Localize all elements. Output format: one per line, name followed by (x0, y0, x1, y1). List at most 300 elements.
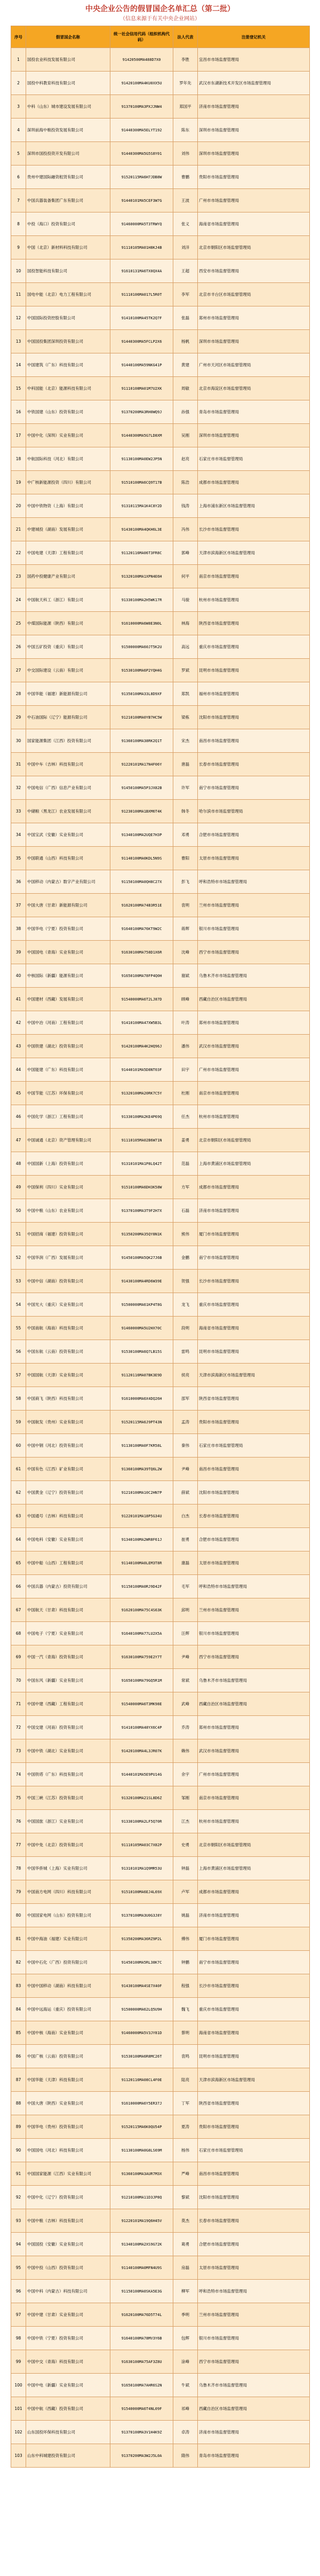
table-row (11, 1739, 310, 1763)
cell-company-name: 中国五矿投资（重庆）有限公司 (26, 635, 110, 659)
table-row (11, 95, 310, 119)
cell-index: 56 (11, 1340, 26, 1364)
cell-company-name: 中国电信（广西）信息产业有限公司 (26, 776, 110, 800)
cell-credit-code: 91610000MA6X4DQ26H (110, 1387, 173, 1411)
cell-legal-rep: 牛斌 (173, 2374, 198, 2397)
table-row (11, 2397, 310, 2421)
cell-company-name: 中国中海油（福建）实业有限公司 (26, 1927, 110, 1951)
cell-company-name: 中国中国移动（湖南）科技有限公司 (26, 1974, 110, 1998)
table-row (11, 753, 310, 776)
cell-index: 35 (11, 847, 26, 870)
cell-registration-authority: 石家庄市市场监督管理局 (198, 2139, 310, 2162)
cell-legal-rep: 尹峰 (173, 1458, 198, 1481)
cell-credit-code: 91640100MA76KT9W2C (110, 917, 173, 941)
cell-index: 82 (11, 1951, 26, 1974)
table-row (11, 1998, 310, 2021)
cell-company-name: 中国华能（天津）科技有限公司 (26, 2068, 110, 2092)
cell-index: 6 (11, 166, 26, 189)
cell-index: 33 (11, 800, 26, 823)
cell-credit-code: 91640100MA78MV3Y6B (110, 2327, 173, 2350)
table-row (11, 1176, 310, 1199)
cell-registration-authority: 银川市市场监督管理局 (198, 917, 310, 941)
cell-legal-rep: 余宇 (173, 1763, 198, 1786)
cell-index: 76 (11, 1810, 26, 1833)
cell-index: 43 (11, 1035, 26, 1058)
cell-registration-authority: 乌鲁木齐市市场监督管理局 (198, 964, 310, 988)
cell-legal-rep: 冯伟 (173, 518, 198, 541)
cell-company-name: 中国中投（山西）投资有限公司 (26, 2256, 110, 2280)
table-row (11, 729, 310, 753)
cell-credit-code: 91110105MA02B6W71N (110, 1129, 173, 1152)
cell-credit-code: 91370100MA3U0G3J8Y (110, 1904, 173, 1927)
cell-company-name: 中投（海口）投资有限公司 (26, 212, 110, 236)
cell-credit-code: 91370100MA3V1H4K9Z (110, 2421, 173, 2444)
cell-credit-code: 91450100MA5RL38K7C (110, 1951, 173, 1974)
cell-registration-authority: 深圳市市场监督管理局 (198, 330, 310, 353)
cell-company-name: 中国（北京）新材料科技有限公司 (26, 236, 110, 259)
cell-legal-rep: 葛勇 (173, 2233, 198, 2256)
cell-legal-rep: 姜勇 (173, 1129, 198, 1152)
header-index: 序号 (11, 26, 26, 48)
cell-company-name: 中国中电（新疆）实业有限公司 (26, 2374, 110, 2397)
table-row (11, 588, 310, 612)
table-row (11, 424, 310, 447)
cell-legal-rep: 罗年先 (173, 72, 198, 95)
cell-company-name: 深圳前海中粮投资发展有限公司 (26, 119, 110, 142)
table-row (11, 1551, 310, 1575)
cell-company-name: 中储粮（黑龙江）农业发展有限公司 (26, 800, 110, 823)
cell-company-name: 中国能建（广东）科技有限公司 (26, 1058, 110, 1082)
cell-index: 28 (11, 682, 26, 706)
cell-index: 103 (11, 2444, 26, 2468)
cell-company-name: 中国国旅（浙江）实业有限公司 (26, 1810, 110, 1833)
cell-index: 42 (11, 1011, 26, 1035)
cell-legal-rep: 陈浩 (173, 471, 198, 494)
cell-index: 18 (11, 447, 26, 471)
cell-company-name: 中国通号（吉林）科技有限公司 (26, 1504, 110, 1528)
cell-index: 73 (11, 1739, 26, 1763)
table-row (11, 1504, 310, 1528)
cell-legal-rep: 张义 (173, 212, 198, 236)
cell-registration-authority: 西藏自治区市场监督管理局 (198, 988, 310, 1011)
cell-credit-code: 91140100MA0KDL5N9S (110, 847, 173, 870)
cell-index: 96 (11, 2280, 26, 2303)
cell-registration-authority: 呼和浩特市市场监督管理局 (198, 2280, 310, 2303)
cell-legal-rep: 钟磊 (173, 1857, 198, 1880)
cell-index: 67 (11, 1598, 26, 1622)
cell-company-name: 中国建材（西藏）发展有限公司 (26, 988, 110, 1011)
cell-company-name: 中国光大（重庆）实业有限公司 (26, 1293, 110, 1317)
cell-legal-rep: 李胜 (173, 48, 198, 72)
cell-company-name: 中国一汽（青海）投资有限公司 (26, 1645, 110, 1669)
cell-company-name: 中国三峡（江苏）投资有限公司 (26, 1786, 110, 1810)
cell-credit-code: 91150100MA0QH8C27X (110, 870, 173, 894)
cell-legal-rep: 郑国平 (173, 95, 198, 119)
table-row (11, 1199, 310, 1223)
cell-legal-rep: 卢军 (173, 1880, 198, 1904)
table-row (11, 1951, 310, 1974)
cell-company-name: 中国国家电网（山东）投资有限公司 (26, 1904, 110, 1927)
cell-credit-code: 91410100MA45TK2Q7F (110, 306, 173, 330)
cell-registration-authority: 哈尔滨市市场监督管理局 (198, 800, 310, 823)
cell-company-name: 中国中石化（广西）投资有限公司 (26, 1951, 110, 1974)
cell-credit-code: 91500000MA61KP4T8G (110, 1293, 173, 1317)
cell-registration-authority: 合肥市市场监督管理局 (198, 1528, 310, 1551)
cell-credit-code: 91120116MA06T3FR8C (110, 541, 173, 565)
cell-registration-authority: 合肥市市场监督管理局 (198, 2233, 310, 2256)
cell-credit-code: 91610000MA6W8E3N0L (110, 612, 173, 635)
cell-index: 16 (11, 400, 26, 424)
cell-company-name: 国电中能（北京）电力工程有限公司 (26, 283, 110, 306)
cell-credit-code: 91650100MA7AHR6S2N (110, 2374, 173, 2397)
cell-company-name: 中国诚通（北京）资产管理有限公司 (26, 1129, 110, 1152)
cell-registration-authority: 海南省市场监督管理局 (198, 2021, 310, 2045)
table-row (11, 166, 310, 189)
cell-registration-authority: 济南市市场监督管理局 (198, 2421, 310, 2444)
cell-company-name: 中国兵器（内蒙古）投资有限公司 (26, 1575, 110, 1598)
table-row (11, 988, 310, 1011)
cell-legal-rep: 刘洋 (173, 236, 198, 259)
table-row (11, 1317, 310, 1340)
cell-company-name: 中国中免（北京）投资有限公司 (26, 1833, 110, 1857)
cell-index: 23 (11, 565, 26, 588)
cell-legal-rep: 包辉 (173, 2327, 198, 2350)
cell-credit-code: 91130100MA0EW2JP5N (110, 447, 173, 471)
table-row (11, 518, 310, 541)
cell-legal-rep: 杨伟 (173, 2139, 198, 2162)
cell-credit-code: 91650100MA78FP4Q0H (110, 964, 173, 988)
cell-credit-code: 91460000MA5T3TRWYQ (110, 212, 173, 236)
cell-registration-authority: 西宁市市场监督管理局 (198, 1645, 310, 1669)
table-row (11, 612, 310, 635)
cell-registration-authority: 南昌市市场监督管理局 (198, 729, 310, 753)
table-row (11, 330, 310, 353)
cell-index: 92 (11, 2186, 26, 2209)
table-row (11, 1223, 310, 1246)
cell-credit-code: 91650100MA79GQ5R1M (110, 1669, 173, 1692)
cell-credit-code: 91440101MA5E9PU14G (110, 1763, 173, 1786)
cell-legal-rep: 贺强 (173, 1270, 198, 1293)
cell-legal-rep: 赖伟 (173, 1739, 198, 1763)
cell-index: 91 (11, 2162, 26, 2186)
cell-index: 59 (11, 1411, 26, 1434)
cell-legal-rep: 严峰 (173, 2162, 198, 2186)
cell-credit-code: 91430100MA4RD6W39E (110, 1270, 173, 1293)
cell-registration-authority: 深圳市市场监督管理局 (198, 119, 310, 142)
cell-registration-authority: 郑州市市场监督管理局 (198, 1011, 310, 1035)
cell-legal-rep: 隋伟 (173, 2444, 198, 2468)
cell-index: 99 (11, 2350, 26, 2374)
table-row (11, 823, 310, 847)
cell-registration-authority: 陕西省市场监督管理局 (198, 2092, 310, 2115)
cell-company-name: 中国中粮（山东）农业有限公司 (26, 1199, 110, 1223)
cell-credit-code: 91370100MA3T9F2H7X (110, 1199, 173, 1223)
table-row (11, 2374, 310, 2397)
cell-index: 25 (11, 612, 26, 635)
cell-registration-authority: 长沙市市场监督管理局 (198, 1974, 310, 1998)
table-row (11, 2303, 310, 2327)
cell-index: 10 (11, 259, 26, 283)
cell-legal-rep: 杨帆 (173, 330, 198, 353)
cell-legal-rep: 陆亮 (173, 2068, 198, 2092)
cell-legal-rep: 段明 (173, 1317, 198, 1340)
cell-registration-authority: 太原市市场监督管理局 (198, 847, 310, 870)
cell-index: 29 (11, 706, 26, 729)
header-rep: 法人代表 (173, 26, 198, 48)
cell-credit-code: 91420500MA488D7X0 (110, 48, 173, 72)
cell-registration-authority: 太原市市场监督管理局 (198, 1551, 310, 1575)
cell-registration-authority: 太原市市场监督管理局 (198, 2256, 310, 2280)
cell-index: 90 (11, 2139, 26, 2162)
cell-registration-authority: 济南市市场监督管理局 (198, 95, 310, 119)
cell-registration-authority: 武汉市市场监督管理局 (198, 1739, 310, 1763)
cell-index: 62 (11, 1481, 26, 1504)
cell-legal-rep: 潘伟 (173, 1035, 198, 1058)
cell-index: 74 (11, 1763, 26, 1786)
cell-credit-code: 91530100MA6R8MC26T (110, 2045, 173, 2068)
cell-company-name: 中国国电（青海）实业有限公司 (26, 941, 110, 964)
cell-index: 80 (11, 1904, 26, 1927)
cell-legal-rep: 史勇 (173, 1833, 198, 1857)
cell-credit-code: 91460000MA5V3JY81D (110, 2021, 173, 2045)
cell-index: 85 (11, 2021, 26, 2045)
cell-index: 64 (11, 1528, 26, 1551)
table-row (11, 471, 310, 494)
cell-credit-code: 91630100MA758D1X6R (110, 941, 173, 964)
cell-company-name: 中国电建（天津）工程有限公司 (26, 541, 110, 565)
cell-registration-authority: 海南省市场监督管理局 (198, 1317, 310, 1340)
cell-legal-rep: 王超 (173, 259, 198, 283)
cell-credit-code: 91330100MA2LF5Q70R (110, 1810, 173, 1833)
cell-registration-authority: 青岛市市场监督管理局 (198, 400, 310, 424)
cell-credit-code: 91510100MA6CQ9T17B (110, 471, 173, 494)
cell-registration-authority: 广州市天河区市场监督管理局 (198, 353, 310, 377)
cell-credit-code: 91430100MA4QKH6L3E (110, 518, 173, 541)
cell-company-name: 中国电科（安徽）实业有限公司 (26, 1528, 110, 1551)
cell-registration-authority: 北京市朝阳区市场监督管理局 (198, 236, 310, 259)
cell-company-name: 中国航天科工（浙江）有限公司 (26, 588, 110, 612)
table-row (11, 2045, 310, 2068)
cell-credit-code: 91620100MA76D5T74L (110, 2303, 173, 2327)
cell-company-name: 中国东风（新疆）实业有限公司 (26, 1669, 110, 1692)
cell-company-name: 中国中科（内蒙古）科技有限公司 (26, 2280, 110, 2303)
cell-legal-rep: 柳军 (173, 2280, 198, 2303)
table-row (11, 1810, 310, 1833)
table-row (11, 306, 310, 330)
cell-credit-code: 91640100MA77LU2X5A (110, 1622, 173, 1645)
cell-credit-code: 91320100MA20RK7C5Y (110, 1082, 173, 1105)
cell-company-name: 中国移动（内蒙古）数字产业有限公司 (26, 870, 110, 894)
cell-index: 3 (11, 95, 26, 119)
cell-company-name: 中国招商（福建）投资有限公司 (26, 1223, 110, 1246)
cell-legal-rep: 许军 (173, 776, 198, 800)
cell-index: 79 (11, 1880, 26, 1904)
table-row (11, 2139, 310, 2162)
cell-index: 72 (11, 1716, 26, 1739)
cell-credit-code: 91410100MA47XW5B3L (110, 1011, 173, 1035)
cell-company-name: 中国国投（安徽）实业有限公司 (26, 2233, 110, 2256)
cell-credit-code: 91440300MA5G5S8Y01 (110, 142, 173, 166)
cell-index: 19 (11, 471, 26, 494)
cell-registration-authority: 济南市市场监督管理局 (198, 1199, 310, 1223)
cell-index: 1 (11, 48, 26, 72)
table-row (11, 1598, 310, 1622)
cell-company-name: 中国中船（山西）工程有限公司 (26, 1551, 110, 1575)
cell-credit-code: 91610131MA6TX0QX4A (110, 259, 173, 283)
cell-index: 86 (11, 2045, 26, 2068)
cell-credit-code: 91330100MA2KE4P69Q (110, 1105, 173, 1129)
cell-legal-rep: 雷鸣 (173, 1340, 198, 1364)
cell-company-name: 中国中化（辽宁）投资有限公司 (26, 2186, 110, 2209)
table-row (11, 1880, 310, 1904)
cell-company-name: 中国华能（福建）新能源有限公司 (26, 682, 110, 706)
table-row (11, 2444, 310, 2468)
cell-credit-code: 91500000MA60JT5K2U (110, 635, 173, 659)
cell-company-name: 中国中建（甘肃）实业有限公司 (26, 2303, 110, 2327)
cell-registration-authority: 成都市市场监督管理局 (198, 1176, 310, 1199)
cell-registration-authority: 北京市朝阳区市场监督管理局 (198, 1833, 310, 1857)
table-row (11, 2162, 310, 2186)
cell-legal-rep: 尹峰 (173, 1645, 198, 1669)
document (11, 0, 309, 2468)
cell-index: 9 (11, 236, 26, 259)
cell-registration-authority: 北京市丰台区市场监督管理局 (198, 283, 310, 306)
cell-registration-authority: 兰州市市场监督管理局 (198, 894, 310, 917)
cell-registration-authority: 长沙市市场监督管理局 (198, 1270, 310, 1293)
cell-registration-authority: 西宁市市场监督管理局 (198, 941, 310, 964)
cell-credit-code: 91620100MA74B3R51E (110, 894, 173, 917)
cell-index: 37 (11, 894, 26, 917)
cell-company-name: 中国中化（深圳）实业有限公司 (26, 424, 110, 447)
table-row (11, 682, 310, 706)
cell-legal-rep: 邱明 (173, 1598, 198, 1622)
table-row (11, 1481, 310, 1504)
cell-legal-rep: 田宇 (173, 1058, 198, 1082)
cell-credit-code: 91310101MA1Q9MR53U (110, 1857, 173, 1880)
cell-registration-authority: 贵阳市市场监督管理局 (198, 1411, 310, 1434)
cell-credit-code: 91510100MA6DH3K58W (110, 1176, 173, 1199)
cell-company-name: 中煤国际能源（陕西）有限公司 (26, 612, 110, 635)
cell-company-name: 中国华电（贵州）投资有限公司 (26, 2115, 110, 2139)
cell-company-name: 中国中铁物资（上海）有限公司 (26, 494, 110, 518)
table-row (11, 1692, 310, 1716)
cell-credit-code: 91220101MA17N4F06Y (110, 753, 173, 776)
cell-legal-rep: 祁峰 (173, 2397, 198, 2421)
cell-registration-authority: 石家庄市市场监督管理局 (198, 447, 310, 471)
cell-legal-rep: 蔡明 (173, 2021, 198, 2045)
cell-credit-code: 91370100MA3PXJJNW4 (110, 95, 173, 119)
table-header-row (11, 26, 310, 48)
cell-registration-authority: 杭州市市场监督管理局 (198, 1810, 310, 1833)
table-row (11, 565, 310, 588)
table-row (11, 964, 310, 988)
cell-legal-rep: 邹刚 (173, 1786, 198, 1810)
cell-legal-rep: 房磊 (173, 2256, 198, 2280)
cell-legal-rep: 任杰 (173, 1105, 198, 1129)
cell-index: 49 (11, 1176, 26, 1199)
table-row (11, 1786, 310, 1810)
cell-index: 66 (11, 1575, 26, 1598)
table-row (11, 1974, 310, 1998)
cell-legal-rep: 郑凯 (173, 682, 198, 706)
cell-credit-code: 91530100MA6Q7LB15S (110, 1340, 173, 1364)
table-row (11, 1763, 310, 1786)
cell-company-name: 中国华电（宁夏）投资有限公司 (26, 917, 110, 941)
cell-company-name: 中国黄金（辽宁）投资有限公司 (26, 1481, 110, 1504)
table-row (11, 1293, 310, 1317)
cell-registration-authority: 呼和浩特市市场监督管理局 (198, 1575, 310, 1598)
cell-legal-rep: 方军 (173, 1176, 198, 1199)
cell-index: 81 (11, 1927, 26, 1951)
cell-legal-rep: 江杰 (173, 1810, 198, 1833)
cell-legal-rep: 黄建 (173, 353, 198, 377)
cell-registration-authority: 沈阳市市场监督管理局 (198, 2186, 310, 2209)
cell-registration-authority: 合肥市市场监督管理局 (198, 823, 310, 847)
cell-credit-code: 91360100MA38RK2Q1T (110, 729, 173, 753)
table-row (11, 1645, 310, 1669)
cell-registration-authority: 西藏自治区市场监督管理局 (198, 2397, 310, 2421)
cell-index: 24 (11, 588, 26, 612)
cell-company-name: 中国大唐（甘肃）新能源有限公司 (26, 894, 110, 917)
cell-legal-rep: 龙飞 (173, 1293, 198, 1317)
cell-company-name: 中国中冶（河南）工程有限公司 (26, 1011, 110, 1035)
table-row (11, 1082, 310, 1105)
cell-credit-code: 91370200MA3RH0WQ9J (110, 400, 173, 424)
cell-company-name: 中国国航（天津）实业有限公司 (26, 1364, 110, 1387)
cell-company-name: 中国华润（广西）发展有限公司 (26, 1246, 110, 1270)
cell-company-name: 中国中钢（河北）投资有限公司 (26, 1434, 110, 1458)
cell-credit-code: 91610000MA6Y5ER37J (110, 2092, 173, 2115)
cell-registration-authority: 成都市市场监督管理局 (198, 1880, 310, 1904)
table-row (11, 236, 310, 259)
cell-index: 63 (11, 1504, 26, 1528)
cell-credit-code: 91220101MA18P5G34U (110, 1504, 173, 1528)
cell-legal-rep: 叶涛 (173, 1011, 198, 1035)
cell-index: 34 (11, 823, 26, 847)
cell-company-name: 中国南方电网（四川）科技有限公司 (26, 1880, 110, 1904)
cell-credit-code: 91330100MA2H5WK17R (110, 588, 173, 612)
cell-company-name: 中国中远海运（重庆）投资有限公司 (26, 1998, 110, 2021)
cell-index: 21 (11, 518, 26, 541)
cell-company-name: 中科（山东）城市建设发展有限公司 (26, 95, 110, 119)
cell-credit-code: 91440106MA59NKG41P (110, 353, 173, 377)
cell-registration-authority: 深圳市市场监督管理局 (198, 424, 310, 447)
cell-legal-rep: 傅伟 (173, 1927, 198, 1951)
cell-index: 70 (11, 1669, 26, 1692)
cell-index: 52 (11, 1246, 26, 1270)
cell-index: 8 (11, 212, 26, 236)
cell-index: 78 (11, 1857, 26, 1880)
table-row (11, 1246, 310, 1270)
cell-registration-authority: 长春市市场监督管理局 (198, 2209, 310, 2233)
cell-index: 22 (11, 541, 26, 565)
cell-credit-code: 91440101MA5D8NT03F (110, 1058, 173, 1082)
cell-registration-authority: 南宁市市场监督管理局 (198, 776, 310, 800)
cell-legal-rep: 孙强 (173, 400, 198, 424)
cell-legal-rep: 侯亮 (173, 1364, 198, 1387)
cell-credit-code: 91110105MA03C7X82P (110, 1833, 173, 1857)
cell-legal-rep: 韩冬 (173, 800, 198, 823)
cell-registration-authority: 厦门市市场监督管理局 (198, 1927, 310, 1951)
table-row (11, 1340, 310, 1364)
table-row (11, 894, 310, 917)
cell-registration-authority: 南京市市场监督管理局 (198, 1082, 310, 1105)
cell-credit-code: 91150100MA0SKA5E3G (110, 2280, 173, 2303)
table-row (11, 2021, 310, 2045)
cell-company-name: 中国联通（山西）科技有限公司 (26, 847, 110, 870)
cell-index: 95 (11, 2256, 26, 2280)
cell-credit-code: 91410100MA48YX6C4P (110, 1716, 173, 1739)
